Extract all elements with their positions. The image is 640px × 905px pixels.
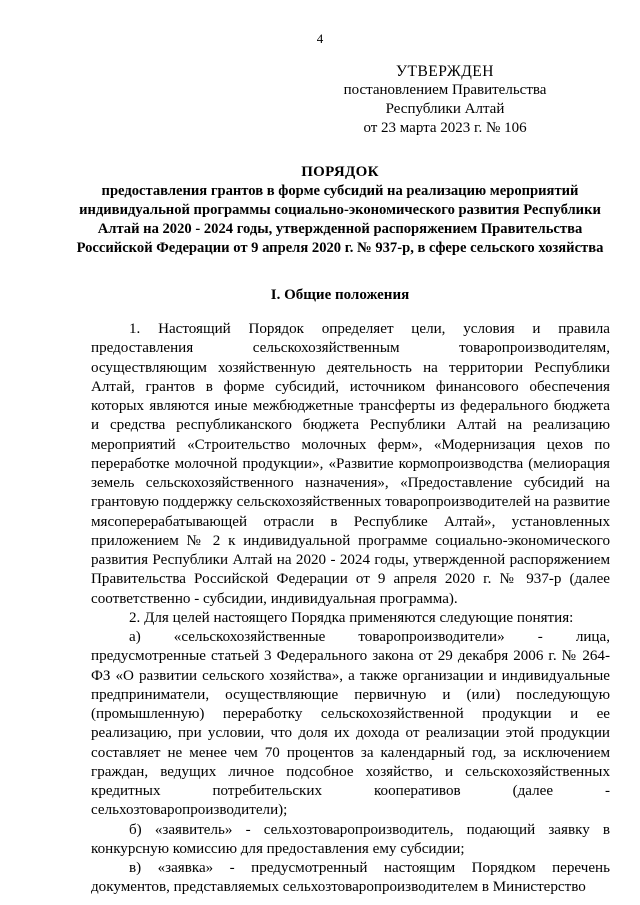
approval-title: УТВЕРЖДЕН bbox=[396, 63, 494, 80]
approval-line-date: от 23 марта 2023 г. № 106 bbox=[363, 120, 527, 136]
approval-line-republic: Республики Алтай bbox=[385, 101, 505, 117]
document-heading bbox=[60, 163, 620, 258]
paragraph-2c: в) «заявка» - предусмотренный настоящим Порядком перечень документов, представляемых сельхозтоваропроизводителем в Министерство bbox=[91, 860, 610, 896]
document-title: ПОРЯДОК bbox=[301, 164, 379, 180]
paragraph-2b: б) «заявитель» - сельхозтоваропроизводитель, подающий заявку в конкурсную комиссию для предоставления ему субсидии; bbox=[91, 821, 610, 857]
paragraph-2a: а) «сельскохозяйственные товаропроизводители» - лица, предусмотренные статьей 3 Федерального закона от 29 декабря 2006 г. № 264-ФЗ «О развитии сельского хозяйства», а также организации и индивидуальные предприниматели, осуществляющие первичную и (или) последующую (промышленную) переработку сельскохозяйственной продукции и ее реализацию, при условии, что доля их дохода от реализации этой продукции составляет не менее чем 70 процентов за календарный год, за исключением граждан, ведущих личное подсобное хозяйство, и сельскохозяйственных кредитных потребительских кооперативов (далее - сельхозтоваропроизводители); bbox=[91, 629, 610, 819]
document-subtitle: предоставления грантов в форме субсидий на реализацию мероприятий индивидуальной программы социально-экономического развития Республики Алтай на 2020 - 2024 годы, утвержденной распоряжением Правительства Российской Федерации от 9 апреля 2020 г. № 937-р, в сфере сельского хозяйства bbox=[76, 183, 604, 256]
document-body bbox=[91, 320, 610, 898]
approval-line-decree: постановлением Правительства bbox=[343, 82, 547, 98]
page-number: 4 bbox=[316, 31, 324, 46]
paragraph-1: 1. Настоящий Порядок определяет цели, условия и правила предоставления сельскохозяйственным товаропроизводителям, осуществляющим хозяйственную деятельность на территории Республики Алтай, грантов в форме субсидий, источником финансового обеспечения которых являются иные межбюджетные трансферты из федерального бюджета и средства республиканского бюджета Республики Алтай на реализацию мероприятий «Строительство молочных ферм», «Модернизация цехов по переработке молочной продукции», «Развитие кормопроизводства (мелиорация земель сельскохозяйственного назначения», «Предоставление субсидий на грантовую поддержку сельскохозяйственных товаропроизводителей на развитие мясоперерабатывающей отрасли в Республике Алтай», установленных приложением № 2 к индивидуальной программе социально-экономического развития Республики Алтай на 2020 - 2024 годы, утвержденной распоряжением Правительства Российской Федерации от 9 апреля 2020 г. № 937-р (далее соответственно - субсидии, индивидуальная программа). bbox=[91, 321, 610, 607]
section-title: I. Общие положения bbox=[270, 287, 410, 303]
approval-stamp bbox=[315, 62, 575, 138]
paragraph-2: 2. Для целей настоящего Порядка применяются следующие понятия: bbox=[129, 609, 574, 626]
